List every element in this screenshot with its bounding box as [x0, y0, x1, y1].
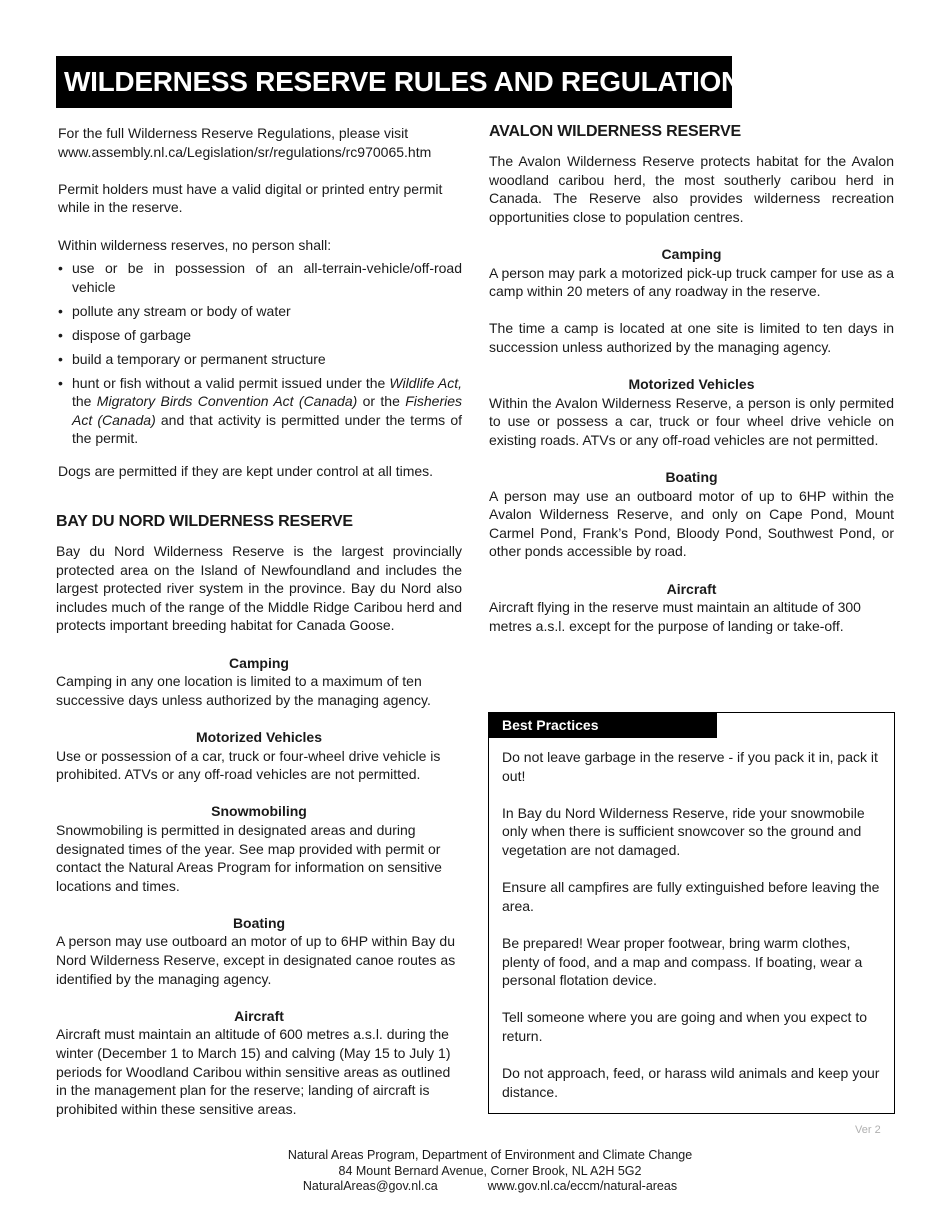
bdn-camping-text: Camping in any one location is limited to a maximum of ten successive days unless authorized by the managing agency. — [56, 673, 431, 708]
bdn-vehicles-heading: Motorized Vehicles — [195, 728, 323, 745]
bay-du-nord-heading: BAY DU NORD WILDERNESS RESERVE — [56, 513, 353, 530]
bay-du-nord-description: Bay du Nord Wilderness Reserve is the largest provincially protected area on the Island of Newfoundland and includes the largest protected river system in the province. Bay du Nord also includes much of the range of the Middle Ridge Caribou herd and protects important breeding habitat for Canada Goose. — [56, 543, 462, 634]
regulations-text: For the full Wilderness Reserve Regulations, please visit www.assembly.nl.ca/Legislation/sr/regulations/rc970065.htm — [58, 125, 432, 160]
best-practices-box — [488, 712, 895, 1114]
footer — [200, 1148, 780, 1195]
bdn-snowmobiling-text: Snowmobiling is permitted in designated areas and during designated times of the year. See map provided with permit or contact the Natural Areas Program for information on sensitive locations and times. — [56, 821, 442, 894]
intro-section — [58, 124, 462, 481]
avalon-boating-heading: Boating — [665, 469, 718, 486]
avalon-boating-text: A person may use an outboard motor of up to 6HP within the Avalon Wilderness Reserve, and only on Cape Pond, Mount Carmel Pond, Frank’s Pond, Bloody Pond, Southwest Pond, or other ponds accessible by road. — [489, 487, 894, 560]
bdn-aircraft-heading: Aircraft — [234, 1007, 284, 1024]
version-label: Ver 2 — [855, 1124, 881, 1136]
bdn-boating-heading: Boating — [232, 914, 286, 931]
footer-address: 84 Mount Bernard Avenue, Corner Brook, NL A2H 5G2 — [338, 1163, 642, 1178]
avalon-section — [489, 122, 894, 635]
best-practices-heading: Best Practices — [489, 713, 717, 738]
bdn-camping-heading: Camping — [229, 654, 289, 671]
avalon-camping-text-2: The time a camp is located at one site is limited to ten days in succession unless authorized by the managing agency. — [489, 320, 894, 355]
avalon-heading: AVALON WILDERNESS RESERVE — [489, 123, 741, 140]
bay-du-nord-section — [56, 512, 462, 1118]
avalon-vehicles-heading: Motorized Vehicles — [628, 376, 755, 393]
bdn-vehicles-text: Use or possession of a car, truck or four-wheel drive vehicle is prohibited. ATVs or any off-road vehicles are not permitted. — [56, 747, 441, 783]
list-item: • dispose of garbage — [58, 326, 462, 345]
avalon-camping-heading: Camping — [661, 245, 722, 262]
page-title: WILDERNESS RESERVE RULES AND REGULATIONS — [56, 56, 732, 108]
prohibited-list — [58, 259, 462, 448]
best-practices-list — [502, 748, 884, 1101]
list-item: Do not approach, feed, or harass wild animals and keep your distance. — [502, 1065, 880, 1100]
list-item: Be prepared! Wear proper footwear, bring warm clothes, plenty of food, and a map and compass. If boating, wear a personal flotation device. — [502, 934, 863, 989]
list-item: Do not leave garbage in the reserve - if you pack it in, pack it out! — [502, 749, 878, 784]
list-item: In Bay du Nord Wilderness Reserve, ride your snowmobile only when there is sufficient snowcover so the ground and vegetation are not damaged. — [502, 804, 865, 858]
list-item: • build a temporary or permanent structure — [58, 350, 462, 369]
footer-website-link[interactable]: www.gov.nl.ca/eccm/natural-areas — [487, 1179, 678, 1193]
footer-program: Natural Areas Program, Department of Environment and Climate Change — [287, 1148, 693, 1162]
avalon-aircraft-text: Aircraft flying in the reserve must maintain an altitude of 300 metres a.s.l. except for the purpose of landing or take-off. — [489, 599, 861, 634]
footer-email-link[interactable]: NaturalAreas@gov.nl.ca — [302, 1179, 438, 1193]
avalon-vehicles-text: Within the Avalon Wilderness Reserve, a person is only permited to use or possess a car, truck or four wheel drive vehicle on existing roads. ATVs or any off-road vehicles are not permitted. — [489, 394, 894, 448]
avalon-camping-text: A person may park a motorized pick-up truck camper for use as a camp within 20 meters of any roadway in the reserve. — [489, 264, 894, 300]
bdn-aircraft-text: Aircraft must maintain an altitude of 600 metres a.s.l. during the winter (December 1 to March 15) and calving (May 15 to July 1) periods for Woodland Caribou within sensitive areas as outlined in the management plan for the reserve; landing of aircraft is prohibited within these sensitive areas. — [56, 1026, 451, 1117]
bdn-boating-text: A person may use outboard an motor of up to 6HP within Bay du Nord Wilderness Reserve, except in designated canoe routes as identified by the managing agency. — [56, 933, 456, 987]
bdn-snowmobiling-heading: Snowmobiling — [211, 803, 307, 820]
avalon-aircraft-heading: Aircraft — [666, 580, 717, 597]
list-item: Tell someone where you are going and when you expect to return. — [502, 1009, 868, 1044]
list-item: • pollute any stream or body of water — [58, 302, 462, 321]
list-item: • hunt or fish without a valid permit issued under the Wildlife Act, the Migratory Birds Convention Act (Canada) or the Fisheries Act (Canada) and that activity is permitted under the terms of the permit. — [58, 374, 462, 448]
footer-contacts — [200, 1179, 780, 1195]
dogs-text: Dogs are permitted if they are kept under control at all times. — [58, 463, 434, 480]
list-item: • use or be in possession of an all-terrain-vehicle/off-road vehicle — [58, 259, 462, 296]
permit-text: Permit holders must have a valid digital or printed entry permit while in the reserve. — [58, 180, 443, 216]
list-item: Ensure all campfires are fully extinguished before leaving the area. — [502, 879, 880, 914]
avalon-description: The Avalon Wilderness Reserve protects habitat for the Avalon woodland caribou herd, the most southerly caribou herd in Canada. The Reserve also provides wilderness recreation opportunities close to population centres. — [489, 153, 894, 225]
prohibited-lead: Within wilderness reserves, no person shall: — [58, 236, 332, 253]
regulations-link[interactable]: www.assembly.nl.ca/Legislation/sr/regulations/rc970065.htm — [58, 143, 432, 160]
